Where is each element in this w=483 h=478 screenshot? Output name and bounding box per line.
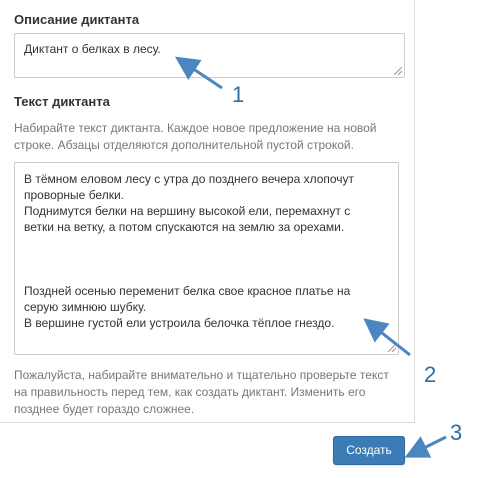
text-line: В тёмном еловом лесу с утра до позднего вечера хлопочут xyxy=(24,172,355,186)
callout-number-1: 1 xyxy=(232,82,245,107)
callout-arrow-3 xyxy=(410,437,446,455)
dictation-text-field[interactable] xyxy=(14,162,399,355)
text-line: серую зимнюю шубку. xyxy=(24,300,147,314)
footer-separator xyxy=(0,424,483,425)
text-line: В вершине густой ели устроила белочка тёплое гнездо. xyxy=(24,316,335,330)
text-line: Поднимутся белки на вершину высокой ели, перемахнут с xyxy=(24,204,351,218)
create-button[interactable]: Создать xyxy=(333,436,405,465)
text-line: проворные белки. xyxy=(24,188,124,202)
resize-grip-icon[interactable] xyxy=(394,67,402,75)
callout-number-2: 2 xyxy=(424,362,437,387)
description-value: Диктант о белках в лесу. xyxy=(24,42,161,56)
description-label: Описание диктанта xyxy=(14,12,140,27)
paragraph-gap xyxy=(24,235,389,283)
text-label: Текст диктанта xyxy=(14,94,110,109)
text-hint: Набирайте текст диктанта. Каждое новое предложение на новой строке. Абзацы отделяются дополнительной пустой строкой. xyxy=(14,121,377,152)
warning-text: Пожалуйста, набирайте внимательно и тщательно проверьте текст на правильность перед тем, как создать диктант. Изменить его позднее будет гораздо сложнее. xyxy=(14,368,389,416)
resize-grip-icon[interactable] xyxy=(388,344,396,352)
callout-number-3: 3 xyxy=(450,420,463,445)
text-line: ветки на ветку, а потом спускаются на землю за орехами. xyxy=(24,220,345,234)
description-field[interactable] xyxy=(14,33,405,78)
text-line: Поздней осенью переменит белка свое красное платье на xyxy=(24,284,351,298)
